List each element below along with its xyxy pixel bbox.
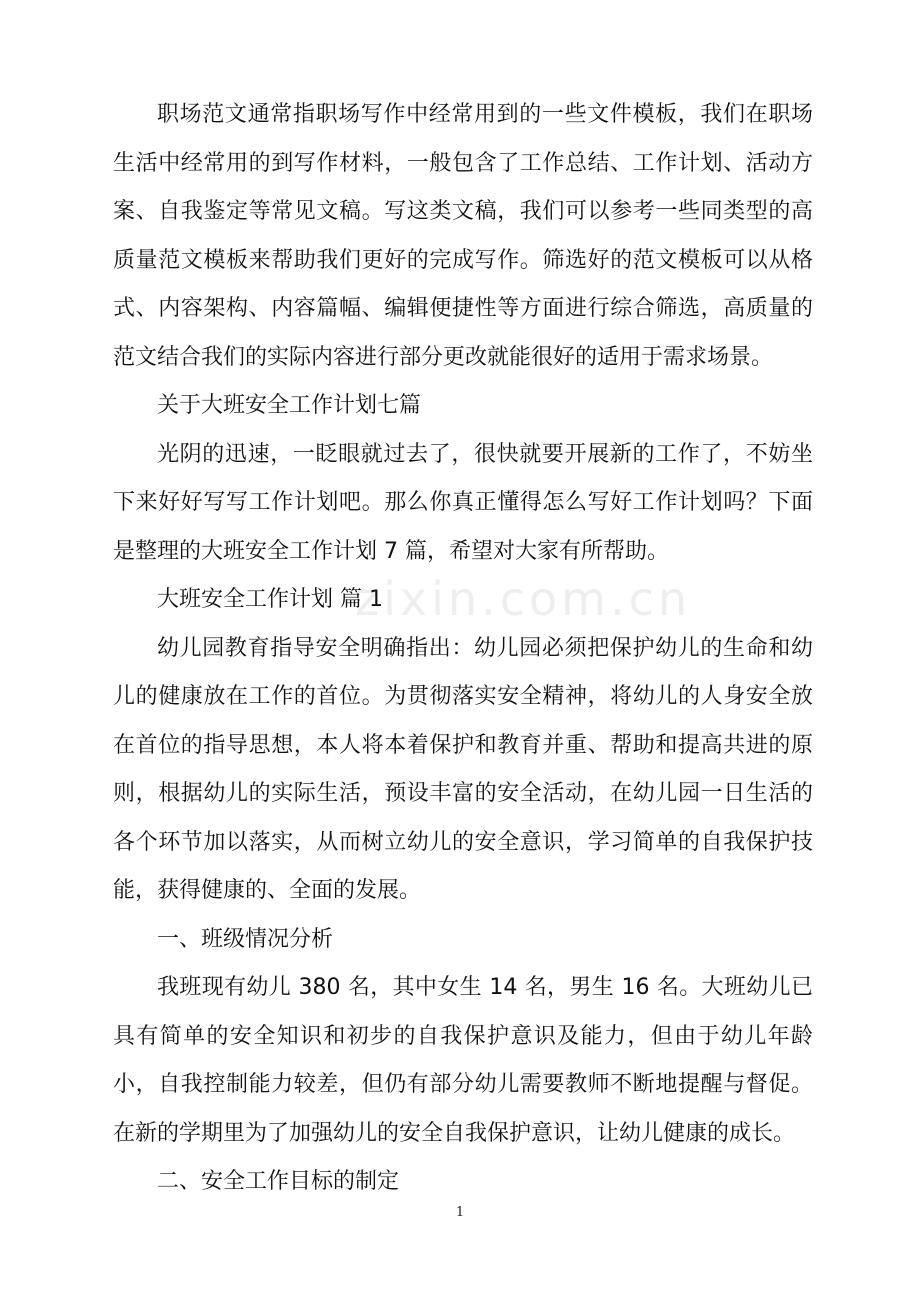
page-number: 1 (455, 1205, 465, 1220)
section-title: 大班安全工作计划 篇 1 (157, 587, 383, 612)
document-body (113, 91, 813, 1207)
section-heading-1: 一、班级情况分析 (157, 926, 334, 952)
document-title: 关于大班安全工作计划七篇 (157, 393, 422, 418)
intro-paragraph: 职场范文通常指职场写作中经常用到的一些文件模板，我们在职场生活中经常用的到写作材料，一般包含了工作总结、工作计划、活动方案、自我鉴定等常见文稿。写这类文稿，我们可以参考一些同类型的高质量范文模板来帮助我们更好的完成写作。筛选好的范文模板可以从格式、内容架构、内容篇幅、编辑便捷性等方面进行综合筛选，高质量的范文结合我们的实际内容进行部分更改就能很好的适用于需求场景。 (113, 102, 813, 370)
watermark: zixin.com.cn (355, 572, 692, 626)
section-heading-2: 二、安全工作目标的制定 (157, 1169, 400, 1194)
body-paragraph-1: 幼儿园教育指导安全明确指出：幼儿园必须把保护幼儿的生命和幼儿的健康放在工作的首位。为贯彻落实安全精神，将幼儿的人身安全放在首位的指导思想，本人将本着保护和教育并重、帮助和提高共进的原则，根据幼儿的实际生活，预设丰富的安全活动，在幼儿园一日生活的各个环节加以落实，从而树立幼儿的安全意识，学习简单的自我保护技能，获得健康的、全面的发展。 (113, 635, 813, 903)
lead-paragraph: 光阴的迅速，一眨眼就过去了，很快就要开展新的工作了，不妨坐下来好好写写工作计划吧。那么你真正懂得怎么写好工作计划吗？下面是整理的大班安全工作计划 7 篇，希望对大家有所帮助。 (113, 441, 813, 564)
body-paragraph-2: 我班现有幼儿 380 名，其中女生 14 名，男生 16 名。大班幼儿已具有简单的安全知识和初步的自我保护意识及能力，但由于幼儿年龄小，自我控制能力较差，但仍有部分幼儿需要教师不断地提醒与督促。在新的学期里为了加强幼儿的安全自我保护意识，让幼儿健康的成长。 (113, 975, 813, 1146)
